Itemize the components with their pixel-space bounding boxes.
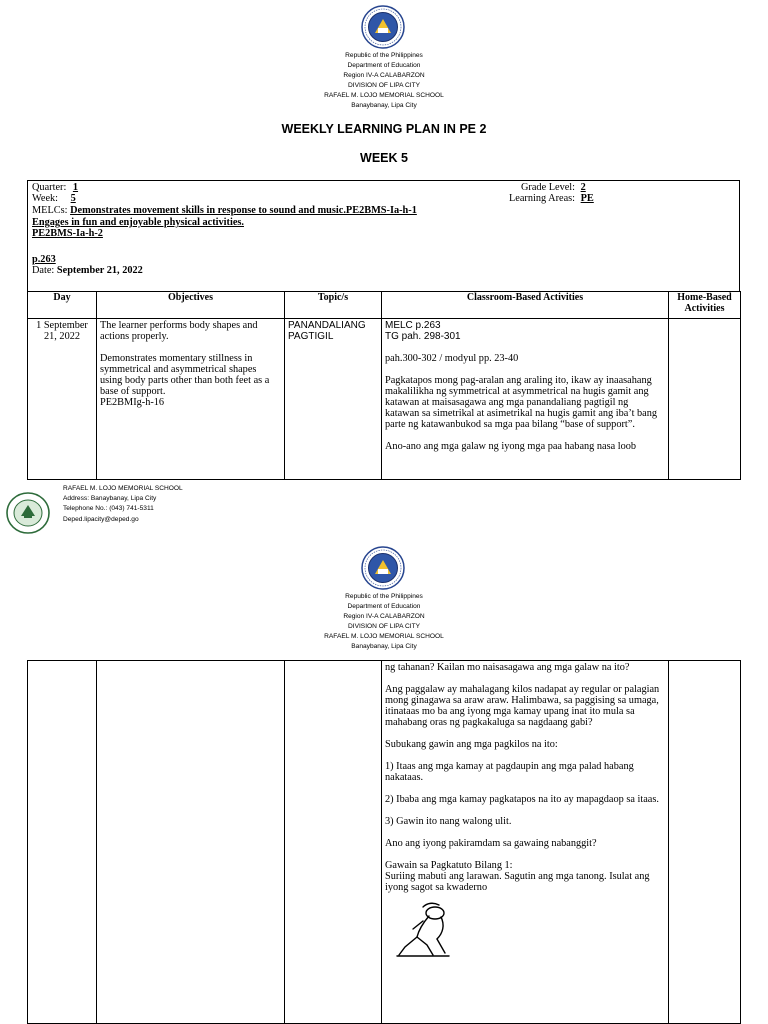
header-line: RAFAEL M. LOJO MEMORIAL SCHOOL (324, 92, 444, 100)
grade-label: Grade Level: (521, 182, 576, 193)
header-line: Republic of the Philippines (345, 52, 423, 59)
table-row (28, 661, 741, 1024)
activity-text: Ano-ano ang mga galaw ng iyong mga paa habang nasa loob (385, 441, 637, 452)
header-block-1 (0, 51, 768, 112)
activities-content (385, 320, 665, 478)
home-activities-cell (669, 661, 741, 1024)
deped-seal (361, 5, 405, 54)
header-day: Day (28, 292, 97, 319)
header-home-activities: Home-Based Activities (669, 292, 741, 319)
topic-cell (285, 661, 382, 1024)
date-value: September 21, 2022 (56, 265, 143, 276)
footer-line: Address: Banaybanay, Lipa City (63, 495, 157, 503)
table-row (28, 319, 741, 480)
activity-text: 1) Itaas ang mga kamay at pagdaupin ang mga palad habang nakataas. (385, 761, 634, 783)
date-row (32, 266, 143, 277)
objective-text: Demonstrates momentary stillness in symmetrical and asymmetrical shapes using body parts other than both feet as a base of support. (100, 353, 270, 397)
footer-line: Deped.lipacity@deped.go (63, 515, 139, 523)
activity-text: Ang paggalaw ay mahalagang kilos nadapat ay regular or palagian mong ginagawa sa araw araw. Halimbawa, sa paggising sa umaga, itinataas mo ba ang iyong mga kamay upang inat ito mula sa mahabang oras ng pagkakaluga sa nagdaang gabi? (385, 684, 660, 728)
header-block-2 (0, 592, 768, 653)
header-objectives: Objectives (97, 292, 285, 319)
topic-cell: PANANDALIANG PAGTIGIL (285, 319, 382, 480)
header-classroom-activities: Classroom-Based Activities (382, 292, 669, 319)
week-row (32, 194, 76, 205)
deped-seal (361, 546, 405, 595)
page-reference: p.263 (32, 254, 56, 265)
header-line: Region IV-A CALABARZON (343, 72, 425, 80)
day-cell: 1 September 21, 2022 (28, 319, 97, 480)
activity-text: Ano ang iyong pakiramdam sa gawaing nabanggit? (385, 838, 597, 849)
objectives-cell (97, 319, 285, 480)
quarter-value: 1 (72, 182, 79, 193)
document-title: WEEKLY LEARNING PLAN IN PE 2 (281, 122, 487, 136)
areas-label: Learning Areas: (509, 193, 576, 204)
melcs-label: MELCs: (32, 205, 68, 216)
melcs-text-3: PE2BMS-Ia-h-2 (32, 228, 103, 239)
quarter-label: Quarter: (32, 182, 67, 193)
week-title: WEEK 5 (360, 151, 408, 165)
week-value: 5 (70, 193, 76, 204)
activity-text: TG pah. 298-301 (385, 331, 461, 342)
objective-code: PE2BMIg-h-16 (100, 397, 165, 408)
objective-text: The learner performs body shapes and actions properly. (100, 320, 258, 342)
melcs-text-2: Engages in fun and enjoyable physical activities. (32, 217, 244, 228)
header-topics: Topic/s (285, 292, 382, 319)
header-line: Region IV-A CALABARZON (343, 613, 425, 621)
activity-text: 3) Gawin ito nang walong ulit. (385, 816, 512, 827)
table-header-row (28, 292, 741, 319)
activity-text: MELC p.263 (385, 320, 441, 331)
grade-value: 2 (580, 182, 586, 193)
header-line: DIVISION OF LIPA CITY (347, 82, 421, 90)
header-line: RAFAEL M. LOJO MEMORIAL SCHOOL (324, 633, 444, 641)
lesson-table-page-2 (27, 660, 741, 1024)
areas-row (509, 194, 594, 205)
objectives-cell (97, 661, 285, 1024)
header-line: Republic of the Philippines (345, 593, 423, 600)
areas-value: PE (580, 193, 594, 204)
header-line: Department of Education (347, 62, 421, 70)
day-cell (28, 661, 97, 1024)
activity-text: pah.300-302 / modyul pp. 23-40 (385, 353, 519, 364)
grade-row (521, 183, 586, 194)
header-line: Department of Education (347, 603, 421, 611)
header-line: Banaybanay, Lipa City (351, 102, 417, 110)
header-line: Banaybanay, Lipa City (351, 643, 417, 651)
activity-text: ng tahanan? Kailan mo naisasagawa ang mga galaw na ito? (385, 662, 630, 673)
classroom-activities-cell (382, 319, 669, 480)
child-illustration (393, 899, 665, 962)
activity-text: Pagkatapos mong pag-aralan ang araling ito, ikaw ay inaasahang makalilikha ng symmetrical at asymmetrical na hugis gamit ang katawan at maisasagawa ang mga panandaliang pagtigil ng katawan sa simetrikal at asimetrikal na hugis gamit ang iba’t bang parte ng katawanbukod sa mga paa bilang “base of support”. (385, 375, 658, 430)
footer-block (63, 484, 183, 525)
date-label: Date: (32, 265, 55, 276)
footer-line: RAFAEL M. LOJO MEMORIAL SCHOOL (63, 485, 183, 492)
info-box (27, 180, 740, 292)
activity-text: Suriing mabuti ang larawan. Sagutin ang mga tanong. Isulat ang iyong sagot sa kwaderno (385, 871, 650, 893)
activity-heading: Gawain sa Pagkatuto Bilang 1: (385, 860, 513, 871)
footer-line: Telephone No.: (043) 741-5311 (63, 505, 154, 513)
activity-text: Subukang gawin ang mga pagkilos na ito: (385, 739, 558, 750)
melcs-text-1: Demonstrates movement skills in response to sound and music.PE2BMS-Ia-h-1 (70, 205, 417, 216)
header-line: DIVISION OF LIPA CITY (347, 623, 421, 631)
lesson-table-page-1 (27, 291, 741, 480)
melcs-row (32, 206, 417, 217)
home-activities-cell (669, 319, 741, 480)
activity-text: 2) Ibaba ang mga kamay pagkatapos na ito ay mapagdaop sa itaas. (385, 794, 659, 805)
classroom-activities-cell (382, 661, 669, 1024)
quarter-row (32, 183, 92, 194)
week-label: Week: (32, 193, 59, 204)
school-logo (6, 492, 50, 539)
